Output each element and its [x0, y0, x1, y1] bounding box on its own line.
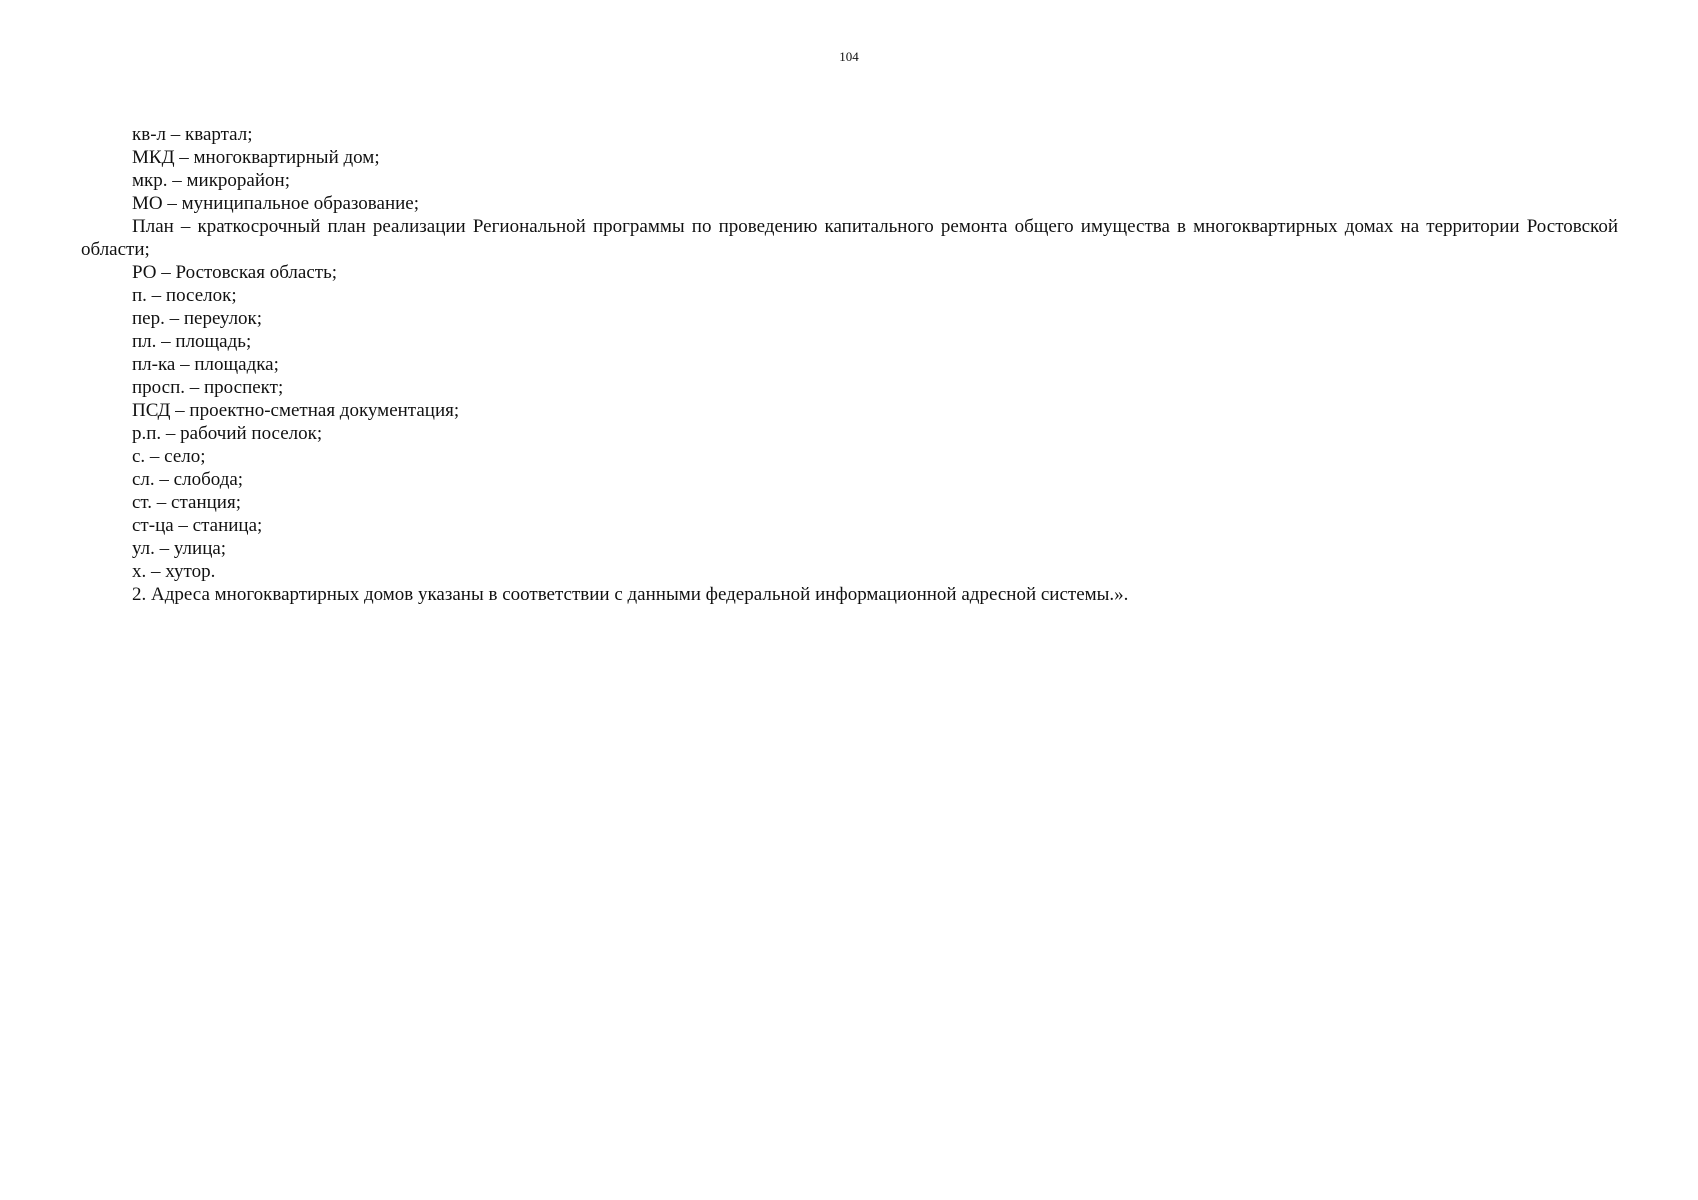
abbreviation-line: МО – муниципальное образование; [132, 193, 420, 214]
abbreviation-line: с. – село; [132, 446, 206, 467]
abbreviation-line-plan: План – краткосрочный план реализации Региональной программы по проведению капитального ремонта общего имущества в многоквартирных домах на территории Ростовской области; [81, 216, 1618, 260]
abbreviation-line: просп. – проспект; [132, 377, 284, 398]
abbreviation-line: сл. – слобода; [132, 469, 244, 490]
abbreviation-line: РО – Ростовская область; [132, 262, 338, 283]
address-note: 2. Адреса многоквартирных домов указаны в соответствии с данными федеральной информационной адресной системы.». [132, 584, 1129, 605]
abbreviation-line: ст. – станция; [132, 492, 241, 513]
abbreviation-line: кв-л – квартал; [132, 124, 253, 145]
abbreviation-line: пер. – переулок; [132, 308, 263, 329]
abbreviation-line: р.п. – рабочий поселок; [132, 423, 323, 444]
abbreviation-line: ст-ца – станица; [132, 515, 263, 536]
abbreviation-line: ул. – улица; [132, 538, 227, 559]
abbreviation-line: МКД – многоквартирный дом; [132, 147, 380, 168]
abbreviation-line: ПСД – проектно-сметная документация; [132, 400, 460, 421]
abbreviation-line: пл. – площадь; [132, 331, 252, 352]
abbreviation-line: п. – поселок; [132, 285, 237, 306]
abbreviations-list [81, 123, 1618, 606]
abbreviation-line: мкр. – микрорайон; [132, 170, 290, 191]
page-number: 104 [839, 49, 859, 64]
abbreviation-line: х. – хутор. [132, 561, 216, 582]
abbreviation-line: пл-ка – площадка; [132, 354, 279, 375]
